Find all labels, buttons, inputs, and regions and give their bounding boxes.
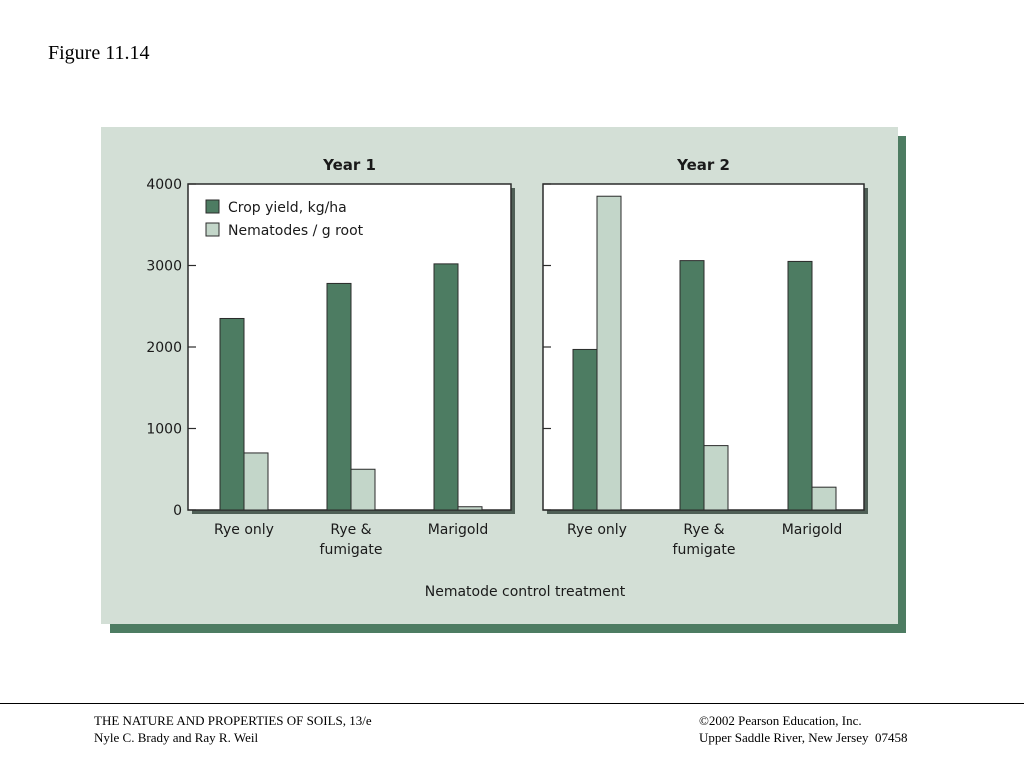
bar-nematodes	[597, 196, 621, 510]
legend-swatch	[206, 200, 219, 213]
x-axis-title: Nematode control treatment	[424, 584, 626, 600]
bar-crop-yield	[327, 283, 351, 510]
category-label: fumigate	[319, 542, 383, 558]
footer-left	[94, 712, 372, 746]
panel-title: Year 2	[677, 156, 730, 174]
bar-nematodes	[351, 469, 375, 510]
category-label: Rye &	[330, 522, 372, 538]
y-tick-label: 3000	[146, 258, 182, 275]
footer-address: Upper Saddle River, New Jersey 07458	[699, 730, 908, 745]
legend-swatch	[206, 223, 219, 236]
footer-divider	[0, 703, 1024, 704]
legend-label: Nematodes / g root	[228, 223, 364, 239]
footer-book-title: THE NATURE AND PROPERTIES OF SOILS, 13/e	[94, 713, 372, 728]
bar-nematodes	[244, 453, 268, 510]
y-tick-label: 0	[173, 503, 182, 519]
bar-nematodes	[812, 487, 836, 510]
category-label: Rye &	[683, 522, 725, 538]
category-label: Rye only	[567, 522, 627, 538]
bar-nematodes	[704, 446, 728, 510]
legend-label: Crop yield, kg/ha	[228, 200, 347, 216]
y-tick-label: 1000	[146, 421, 182, 438]
bar-crop-yield	[434, 264, 458, 510]
category-label: Marigold	[781, 522, 843, 538]
footer-copyright: ©2002 Pearson Education, Inc.	[699, 713, 862, 728]
bar-crop-yield	[680, 261, 704, 510]
panel-title: Year 1	[323, 156, 376, 174]
y-tick-label: 2000	[146, 340, 182, 356]
bar-crop-yield	[573, 349, 597, 510]
footer-authors: Nyle C. Brady and Ray R. Weil	[94, 730, 259, 745]
category-label: fumigate	[672, 542, 736, 558]
y-tick-label: 4000	[146, 177, 182, 193]
figure-label: Figure 11.14	[48, 42, 150, 64]
bar-nematodes	[458, 507, 482, 510]
category-label: Rye only	[214, 522, 274, 538]
bar-crop-yield	[220, 318, 244, 510]
category-label: Marigold	[427, 522, 489, 538]
footer-right	[699, 712, 908, 746]
bar-crop-yield	[788, 261, 812, 510]
